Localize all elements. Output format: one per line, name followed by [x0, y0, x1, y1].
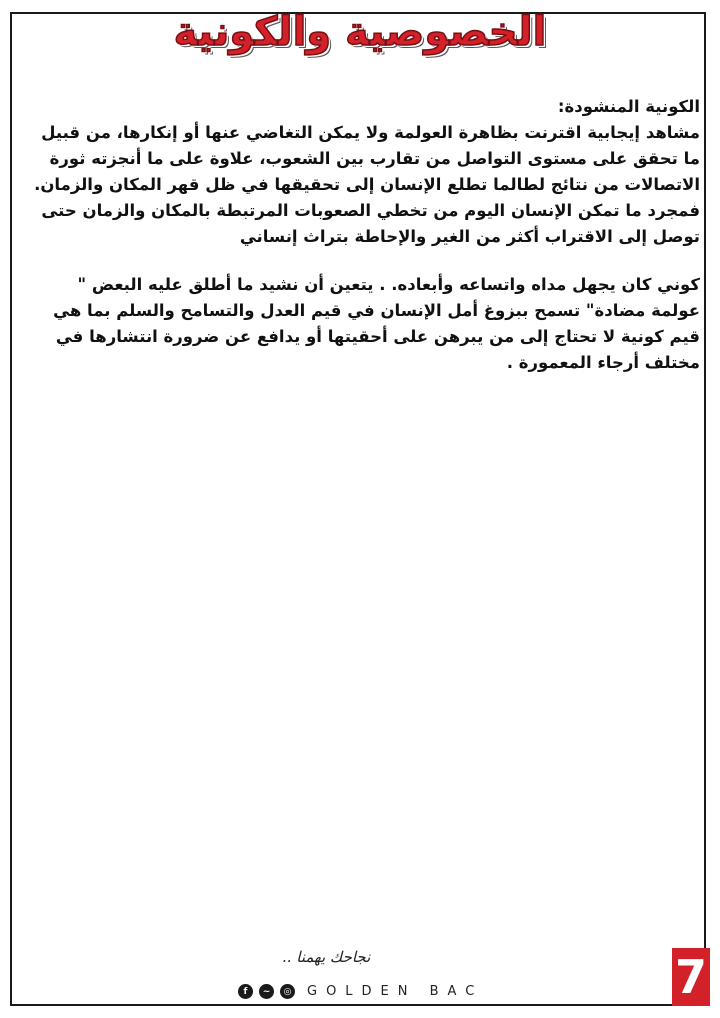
paragraph-2-line-3: قيم كونية لا تحتاج إلى من يبرهن على أحقيتها أو يدافع عن ضرورة انتشارها في: [55, 327, 700, 346]
paragraph-1-line-5: توصل إلى الاقتراب أكثر من الغير والإحاطة بتراث إنساني: [239, 227, 700, 246]
footer-brand-row: [238, 984, 483, 999]
page-title: الخصوصية والكونية: [173, 9, 547, 55]
section-heading: الكونية المنشودة:: [557, 97, 700, 116]
brand-name: GOLDEN BAC: [307, 984, 484, 999]
instagram-icon: ◎: [280, 984, 295, 999]
paragraph-1-line-2: ما تحقق على مستوى التواصل من تقارب بين الشعوب، علاوة على ما أنجزته ثورة: [49, 149, 700, 168]
facebook-icon: f: [238, 984, 253, 999]
paragraph-2-line-2: عولمة مضادة" تسمح ببزوغ أمل الإنسان في قيم العدل والتسامح والسلم بما هي: [53, 301, 700, 320]
page-number-badge: 7: [672, 948, 710, 1006]
paragraph-1-line-1: مشاهد إيجابية اقترنت بظاهرة العولمة ولا يمكن التغاضي عنها أو إنكارها، من قبيل: [41, 123, 700, 142]
paragraph-1-line-3: الاتصالات من نتائج لطالما تطلع الإنسان إلى تحقيقها في ظل قهر المكان والزمان.: [34, 175, 700, 194]
paragraph-2-line-1: كوني كان يجهل مداه واتساعه وأبعاده. . يتعين أن نشيد ما أطلق عليه البعض ": [77, 275, 700, 294]
main-content: [26, 94, 700, 376]
paragraph-1-line-4: فمجرد ما تمكن الإنسان اليوم من تخطي الصعوبات المرتبطة بالمكان والزمان حتى: [41, 201, 700, 220]
paragraph-2-line-4: مختلف أرجاء المعمورة .: [506, 353, 700, 372]
messenger-icon: ~: [259, 984, 274, 999]
paragraph-gap: [26, 250, 700, 272]
signature-tagline: نجاحك يهمنا ..: [282, 948, 371, 966]
